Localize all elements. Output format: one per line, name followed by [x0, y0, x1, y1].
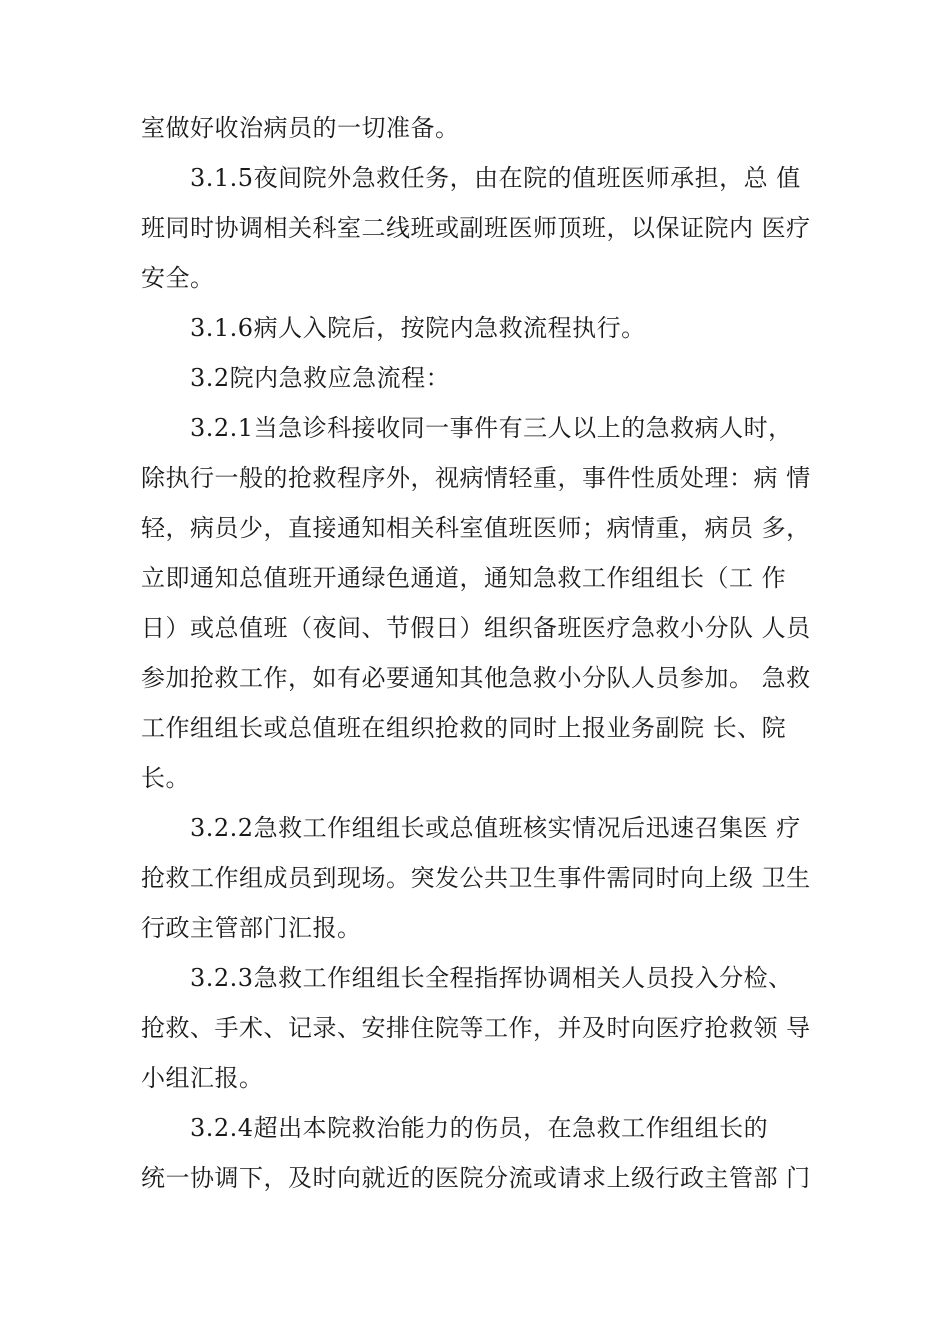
- text-line: 长。: [141, 764, 190, 792]
- text-line: 抢救工作组成员到现场。突发公共卫生事件需同时向上级 卫生: [141, 864, 811, 892]
- paragraph-3-2-2: 3.2.2急救工作组组长或总值班核实情况后迅速召集医 疗: [190, 814, 801, 842]
- text-line: 室做好收治病员的一切准备。: [141, 114, 460, 142]
- text-line: 日）或总值班（夜间、节假日）组织备班医疗急救小分队 人员: [141, 614, 811, 642]
- text-line: 参加抢救工作，如有必要通知其他急救小分队人员参加。 急救: [141, 664, 811, 692]
- paragraph-3-1-6: 3.1.6病人入院后，按院内急救流程执行。: [190, 314, 646, 342]
- paragraph-3-2-3: 3.2.3急救工作组组长全程指挥协调相关人员投入分检、: [190, 964, 793, 992]
- paragraph-3-2-1: 3.2.1当急诊科接收同一事件有三人以上的急救病人时，: [190, 414, 793, 442]
- text-line: 立即通知总值班开通绿色通道，通知急救工作组组长（工 作: [141, 564, 787, 592]
- text-line: 小组汇报。: [141, 1064, 264, 1092]
- text-line: 统一协调下，及时向就近的医院分流或请求上级行政主管部 门: [141, 1164, 811, 1192]
- text-line: 班同时协调相关科室二线班或副班医师顶班，以保证院内 医疗: [141, 214, 811, 242]
- paragraph-3-1-5: 3.1.5夜间院外急救任务，由在院的值班医师承担，总 值: [190, 164, 801, 192]
- text-line: 行政主管部门汇报。: [141, 914, 362, 942]
- text-line: 抢救、手术、记录、安排住院等工作，并及时向医疗抢救领 导: [141, 1014, 811, 1042]
- text-line: 工作组组长或总值班在组织抢救的同时上报业务副院 长、院: [141, 714, 787, 742]
- text-line: 除执行一般的抢救程序外，视病情轻重，事件性质处理：病 情: [141, 464, 811, 492]
- section-heading-3-2: 3.2院内急救应急流程：: [190, 364, 451, 392]
- text-line: 轻，病员少，直接通知相关科室值班医师；病情重，病员 多，: [141, 514, 811, 542]
- paragraph-3-2-4: 3.2.4超出本院救治能力的伤员，在急救工作组组长的: [190, 1114, 769, 1142]
- text-line: 安全。: [141, 264, 215, 292]
